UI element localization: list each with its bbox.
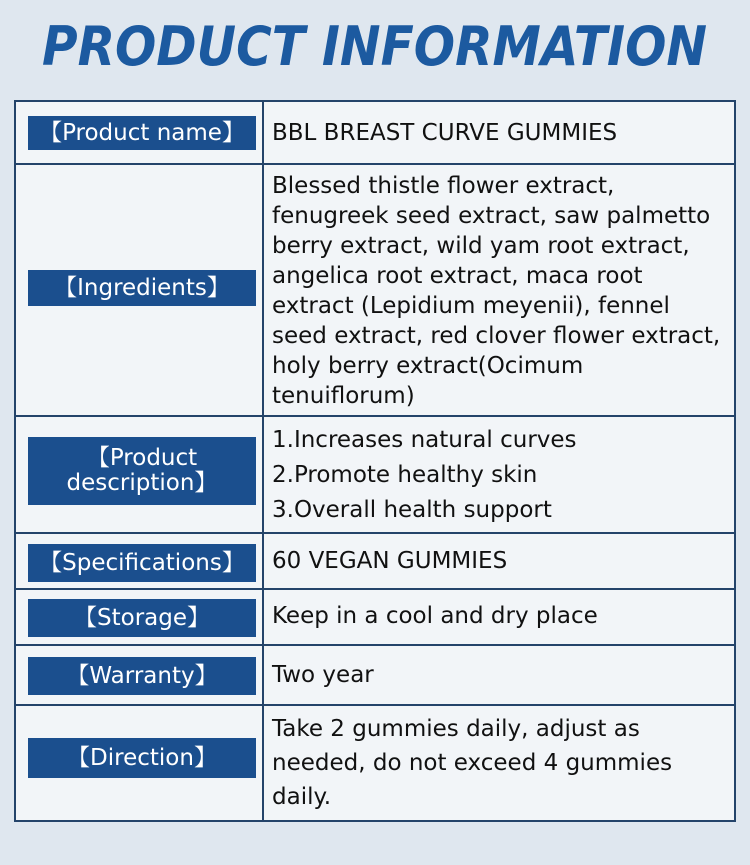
list-item: 2.Promote healthy skin — [272, 462, 538, 488]
table-row-product-description — [16, 417, 734, 534]
label-cell — [16, 165, 264, 415]
label-cell — [16, 590, 264, 644]
label-cell — [16, 706, 264, 820]
table-row-product-name — [16, 102, 734, 165]
specifications-label: 【Specifications】 — [28, 544, 256, 582]
storage-label: 【Storage】 — [28, 599, 256, 637]
value-cell — [272, 590, 730, 644]
label-cell — [16, 102, 264, 163]
product-description-list — [272, 423, 730, 528]
page-header — [0, 0, 750, 92]
warranty-value: Two year — [272, 662, 374, 688]
table-row-warranty — [16, 646, 734, 706]
table-row-ingredients — [16, 165, 734, 417]
table-row-specifications — [16, 534, 734, 590]
label-cell — [16, 417, 264, 532]
value-cell — [272, 646, 730, 704]
product-name-value: BBL BREAST CURVE GUMMIES — [272, 120, 618, 146]
storage-value: Keep in a cool and dry place — [272, 603, 598, 629]
label-cell — [16, 534, 264, 588]
table-row-storage — [16, 590, 734, 646]
product-description-label: 【Product description】 — [28, 437, 256, 505]
direction-label: 【Direction】 — [28, 738, 256, 778]
product-name-label: 【Product name】 — [28, 116, 256, 150]
product-info-table — [14, 100, 736, 822]
list-item: 1.Increases natural curves — [272, 427, 577, 453]
value-cell — [272, 417, 730, 532]
list-item: 3.Overall health support — [272, 497, 552, 523]
label-cell — [16, 646, 264, 704]
direction-value: Take 2 gummies daily, adjust as needed, do not exceed 4 gummies daily. — [272, 716, 673, 810]
value-cell — [272, 102, 730, 163]
ingredients-value: Blessed thistle flower extract, fenugreek seed extract, saw palmetto berry extract, wild yam root extract, angelica root extract, maca root extract (Lepidium meyenii), fennel seed extract, red clover flower extract, holy berry extract(Ocimum tenuiflorum) — [272, 173, 721, 409]
specifications-value: 60 VEGAN GUMMIES — [272, 548, 508, 574]
value-cell — [272, 706, 730, 820]
page-title: PRODUCT INFORMATION — [42, 14, 708, 78]
warranty-label: 【Warranty】 — [28, 657, 256, 695]
ingredients-label: 【Ingredients】 — [28, 270, 256, 306]
table-row-direction — [16, 706, 734, 820]
value-cell — [272, 165, 730, 415]
value-cell — [272, 534, 730, 588]
